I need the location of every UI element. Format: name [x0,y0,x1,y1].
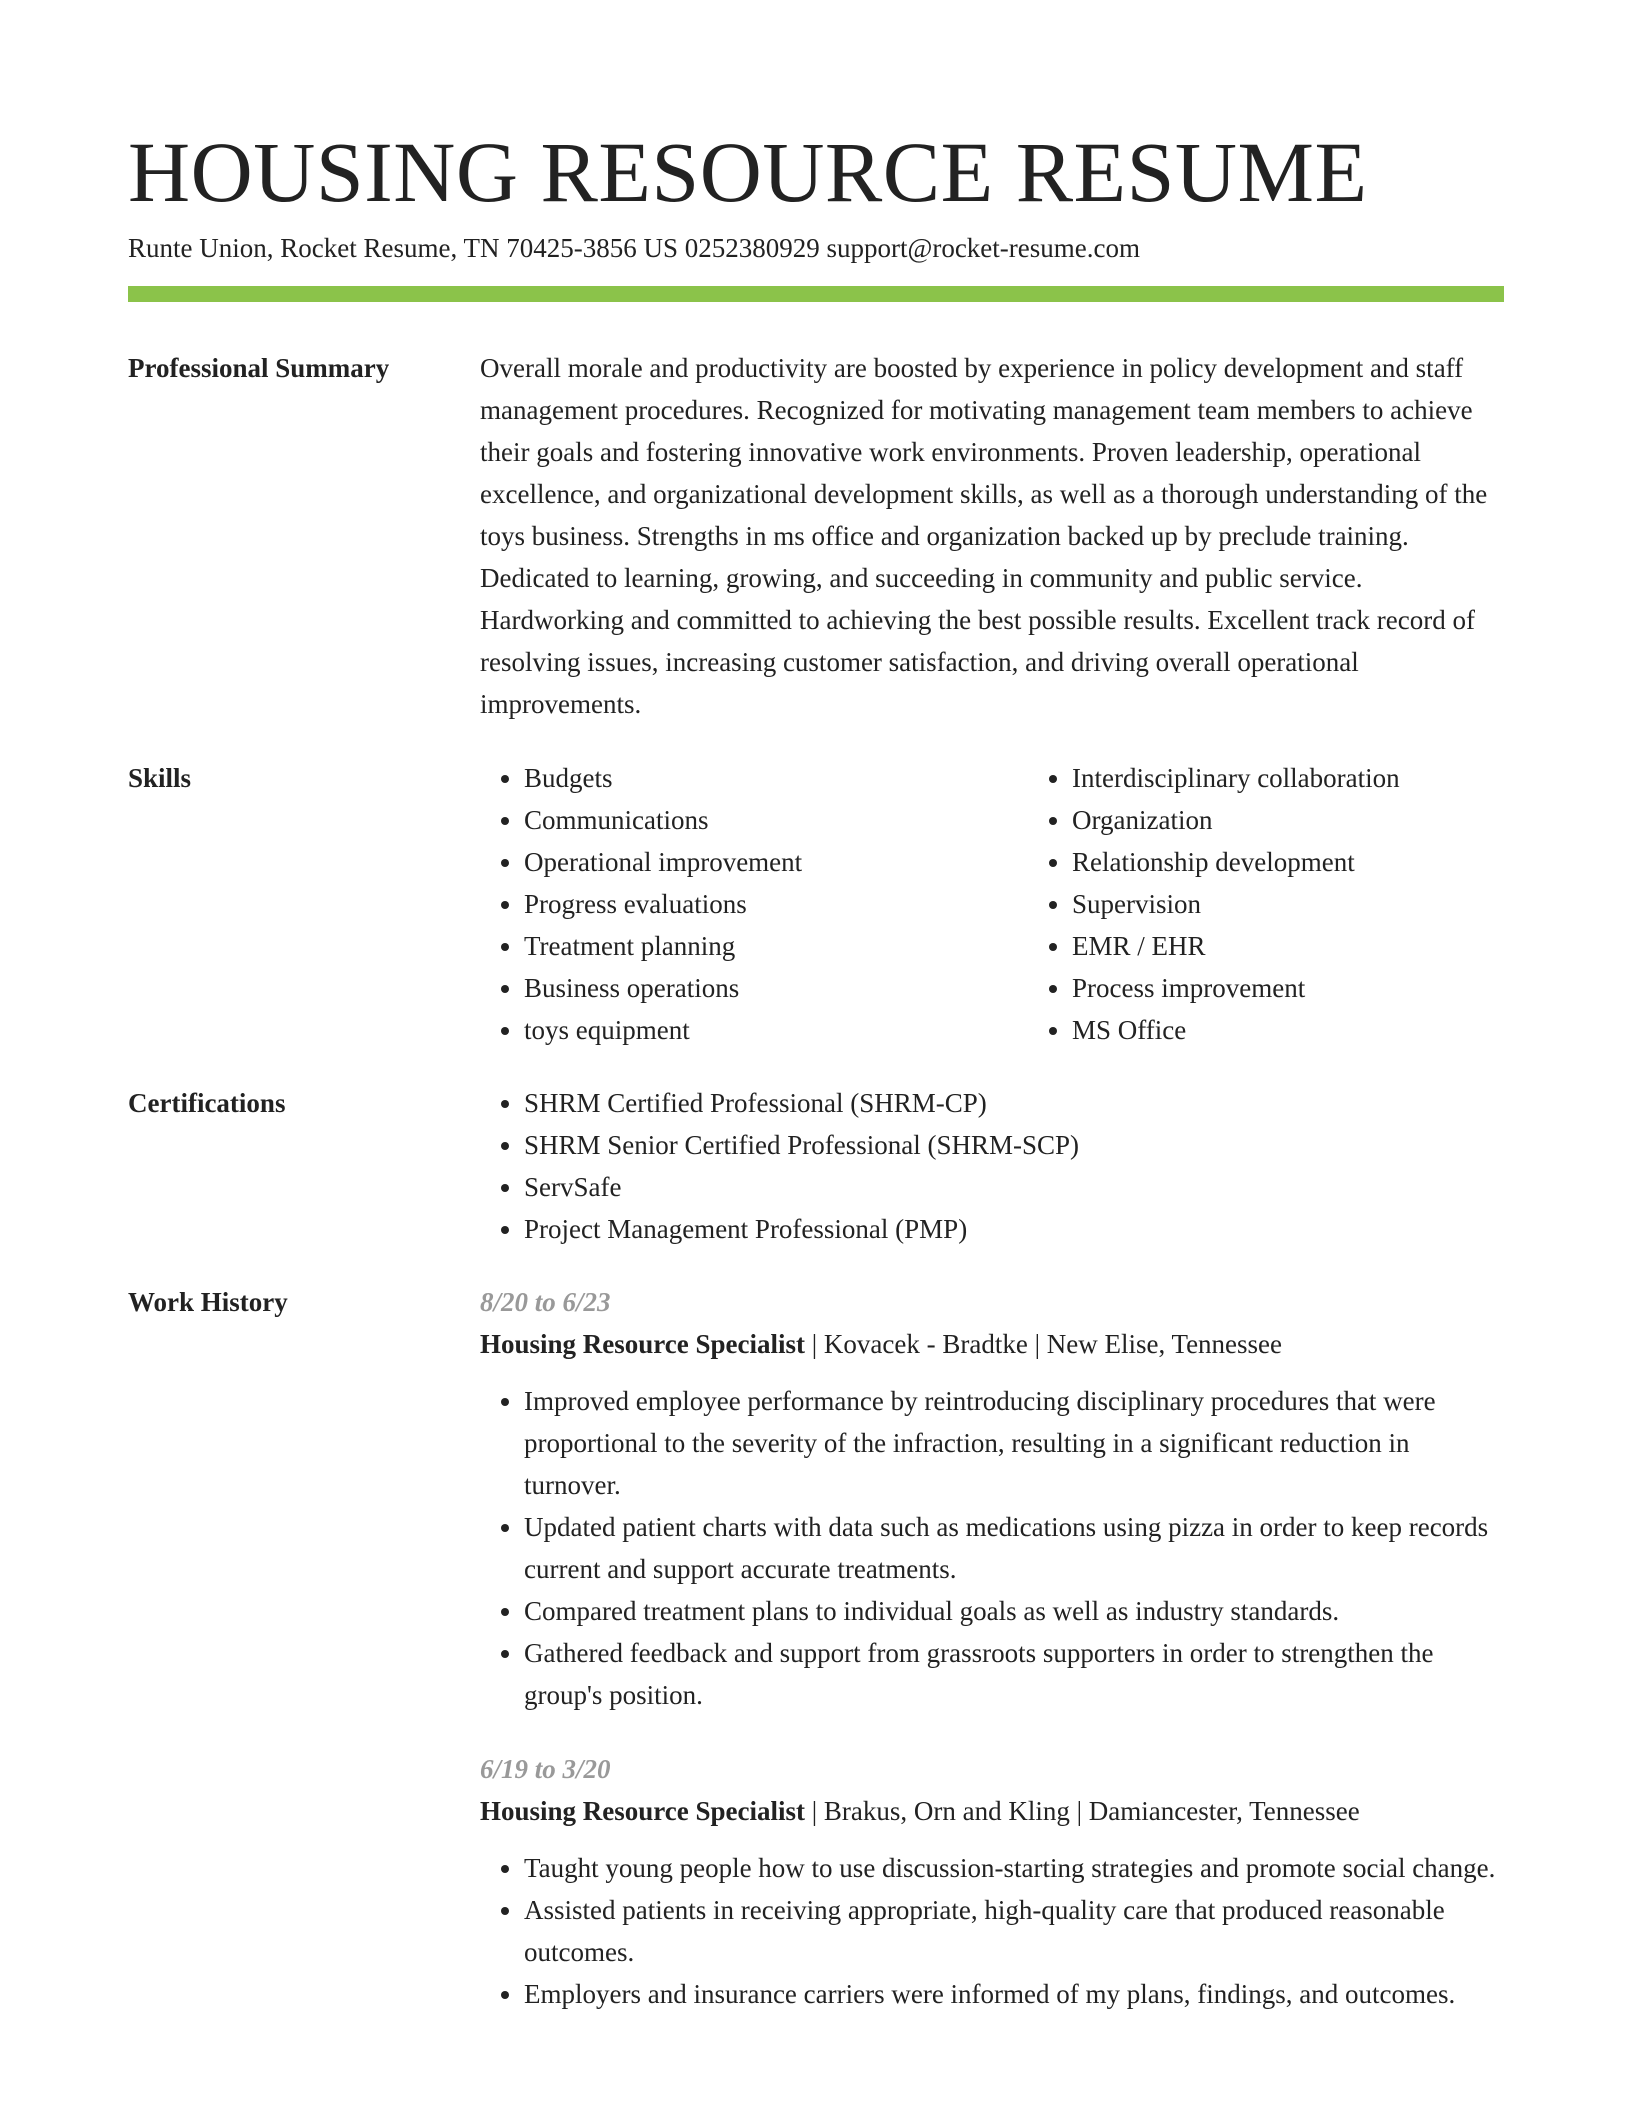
job-dates: 8/20 to 6/23 [480,1287,611,1317]
summary-content [480,347,1504,725]
skill-item: • Business operations [524,967,1028,1009]
certification-item: • Project Management Professional (PMP) [524,1208,1504,1250]
job-bullet: • Compared treatment plans to individual goals as well as industry standards. [524,1590,1504,1632]
certifications-content [480,1082,1504,1250]
job-details: | Kovacek - Bradtke | New Elise, Tennessee [805,1329,1283,1359]
certification-item: • ServSafe [524,1166,1504,1208]
skill-item: • Progress evaluations [524,883,1028,925]
skill-item: • MS Office [1072,1009,1576,1051]
job-bullet: • Assisted patients in receiving appropriate, high-quality care that produced reasonable outcomes. [524,1889,1504,1973]
work-history-content [480,1281,1504,2015]
job-bullets [480,1380,1504,1716]
job-title: Housing Resource Specialist [480,1329,806,1359]
skill-item: • Organization [1072,799,1576,841]
job-bullet: • Taught young people how to use discussion-starting strategies and promote social change. [524,1847,1504,1889]
job-entry [480,1281,1504,1716]
job-details: | Brakus, Orn and Kling | Damiancester, Tennessee [805,1796,1360,1826]
skills-section [128,757,1504,1051]
skills-content [480,757,1576,1051]
section-label-skills: Skills [128,763,192,793]
summary-text: Overall morale and productivity are boosted by experience in policy development and staff management procedures. Recognized for motivating management team members to achieve their goals and fostering innovative work environments. Proven leadership, operational excellence, and organizational development skills, as well as a thorough understanding of the toys business. Strengths in ms office and organization backed up by preclude training. Dedicated to learning, growing, and succeeding in community and public service. Hardworking and committed to achieving the best possible results. Excellent track record of resolving issues, increasing customer satisfaction, and driving overall operational improvements. [480,353,1488,719]
job-title: Housing Resource Specialist [480,1796,806,1826]
skill-item: • EMR / EHR [1072,925,1576,967]
professional-summary-section [128,347,1504,725]
resume-page [128,124,1504,2015]
section-label-summary: Professional Summary [128,353,390,383]
certification-item: • SHRM Certified Professional (SHRM-CP) [524,1082,1504,1124]
skill-item: • Operational improvement [524,841,1028,883]
skills-list-right [1028,757,1576,1051]
work-history-section [128,1281,1504,2015]
job-bullets [480,1847,1504,2015]
job-bullet: • Updated patient charts with data such as medications using pizza in order to keep records current and support accurate treatments. [524,1506,1504,1590]
skills-list-left [480,757,1028,1051]
skill-item: • toys equipment [524,1009,1028,1051]
header-divider [128,286,1504,302]
skill-item: • Interdisciplinary collaboration [1072,757,1576,799]
section-label-work-history: Work History [128,1287,288,1317]
job-bullet: • Employers and insurance carriers were informed of my plans, findings, and outcomes. [524,1973,1504,2015]
skill-item: • Supervision [1072,883,1576,925]
resume-title: HOUSING RESOURCE RESUME [128,124,1368,220]
skill-item: • Relationship development [1072,841,1576,883]
certifications-list [480,1082,1504,1250]
job-entry [480,1748,1504,2015]
job-heading [480,1790,1504,1832]
certifications-section [128,1082,1504,1250]
job-bullet: • Gathered feedback and support from grassroots supporters in order to strengthen the group's position. [524,1632,1504,1716]
skill-item: • Treatment planning [524,925,1028,967]
section-label-certifications: Certifications [128,1088,286,1118]
certification-item: • SHRM Senior Certified Professional (SHRM-SCP) [524,1124,1504,1166]
contact-line: Runte Union, Rocket Resume, TN 70425-3856 US 0252380929 support@rocket-resume.com [128,233,1140,263]
job-bullet: • Improved employee performance by reintroducing disciplinary procedures that were proportional to the severity of the infraction, resulting in a significant reduction in turnover. [524,1380,1504,1506]
job-heading [480,1323,1504,1365]
skill-item: • Process improvement [1072,967,1576,1009]
job-dates: 6/19 to 3/20 [480,1754,611,1784]
skill-item: • Budgets [524,757,1028,799]
skill-item: • Communications [524,799,1028,841]
